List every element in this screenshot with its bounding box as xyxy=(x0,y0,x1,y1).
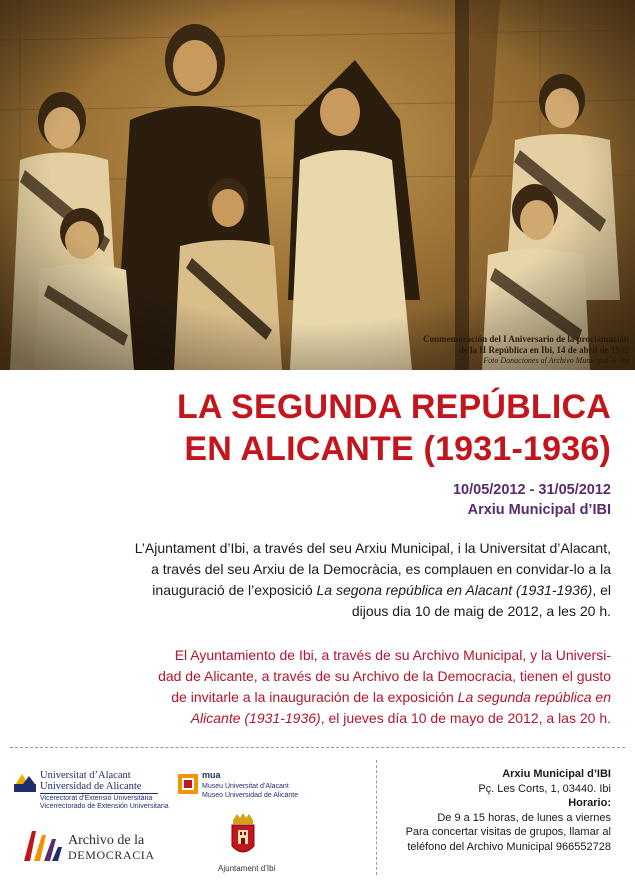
ajuntament-ibi-logo xyxy=(218,812,276,876)
mua-abbreviation: mua xyxy=(202,770,221,780)
es-line-4 xyxy=(31,708,611,729)
event-venue: Arxiu Municipal d’IBI xyxy=(467,502,611,518)
event-dates: 10/05/2012 - 31/05/2012 xyxy=(452,482,611,498)
es-line-3-text: de invitarle a la inauguración de la exposición xyxy=(171,689,458,705)
exhibition-title xyxy=(177,386,611,470)
event-details xyxy=(453,480,611,520)
caption-credit: Foto Donaciones al Archivo Municipal de Ibi xyxy=(483,356,629,366)
ca-line-3 xyxy=(31,580,611,601)
es-line-4-text: , el jueves día 10 de mayo de 2012, a las 20 h. xyxy=(320,710,611,726)
archivo-democracia-logo xyxy=(22,825,162,865)
info-archive-name: Arxiu Municipal d’IBI xyxy=(502,768,611,780)
archivo-democracia-emblem-icon xyxy=(22,825,64,863)
photo-illustration xyxy=(0,0,635,370)
archivo-line-1: Archivo de la xyxy=(68,833,145,848)
ca-exhibition-name: La segona república en Alacant (1931-1936) xyxy=(316,582,593,598)
caption-line-1: Conmemoración del I Aniversario de la proclamación xyxy=(423,334,629,345)
universitat-alacant-logo xyxy=(14,770,169,812)
mua-name-ca: Museu Universitat d’Alacant xyxy=(202,783,289,790)
ca-line-2: a través del seu Arxiu de la Democràcia, es complauen en convidar-lo a la xyxy=(151,561,611,577)
ca-line-3-end: , el xyxy=(592,582,611,598)
ua-emblem-icon xyxy=(14,772,36,792)
footer-divider-horizontal xyxy=(10,747,625,748)
info-groups-line-2: teléfono del Archivo Municipal 966552728 xyxy=(407,840,611,853)
es-line-2: dad de Alicante, a través de su Archivo de la Democracia, tienen el gusto xyxy=(158,668,611,684)
invitation-spanish xyxy=(31,645,611,729)
ua-vicerectorat: Vicerectorat d’Extensió Universitària xyxy=(40,795,153,802)
info-address: Pç. Les Corts, 1, 03440. Ibi xyxy=(478,782,611,795)
ua-name-es: Universidad de Alicante xyxy=(40,781,142,792)
photo-caption xyxy=(329,334,629,366)
mua-square-icon xyxy=(178,774,198,794)
ca-line-3-text: inauguració de l’exposició xyxy=(152,582,317,598)
ua-underline xyxy=(40,793,158,794)
info-hours: De 9 a 15 horas, de lunes a viernes xyxy=(437,811,611,824)
archivo-line-2: DEMOCRACIA xyxy=(68,848,155,862)
ibi-crest-icon xyxy=(229,812,257,862)
ua-vicerrectorado: Vicerrectorado de Extensión Universitaria xyxy=(40,803,169,810)
es-exhibition-name-a: La segunda república en xyxy=(457,689,611,705)
ca-line-1: L’Ajuntament d’Ibi, a través del seu Arxiu Municipal, i la Universitat d’Alacant, xyxy=(134,540,611,556)
es-exhibition-name-b: Alicante (1931-1936) xyxy=(190,710,321,726)
es-line-1: El Ayuntamiento de Ibi, a través de su Archivo Municipal, y la Universi- xyxy=(174,647,611,663)
es-line-3 xyxy=(31,687,611,708)
mua-name-es: Museo Universidad de Alicante xyxy=(202,792,299,799)
info-hours-label: Horario: xyxy=(568,797,611,809)
historic-photo xyxy=(0,0,635,370)
ua-name-ca: Universitat d’Alacant xyxy=(40,770,131,781)
contact-info xyxy=(371,767,611,854)
ca-line-4: dijous dia 10 de maig de 2012, a les 20 h. xyxy=(351,603,611,619)
caption-line-2: de la II República en Ibi, 14 de abril de 1932 xyxy=(458,345,629,356)
ibi-label: Ajuntament d’Ibi xyxy=(218,864,276,873)
info-groups-line-1: Para concertar visitas de grupos, llamar al xyxy=(405,826,611,838)
invitation-catalan xyxy=(31,538,611,622)
title-line-1: LA SEGUNDA REPÚBLICA xyxy=(176,388,611,426)
mua-logo xyxy=(178,770,328,806)
title-line-2: EN ALICANTE (1931-1936) xyxy=(184,430,611,468)
